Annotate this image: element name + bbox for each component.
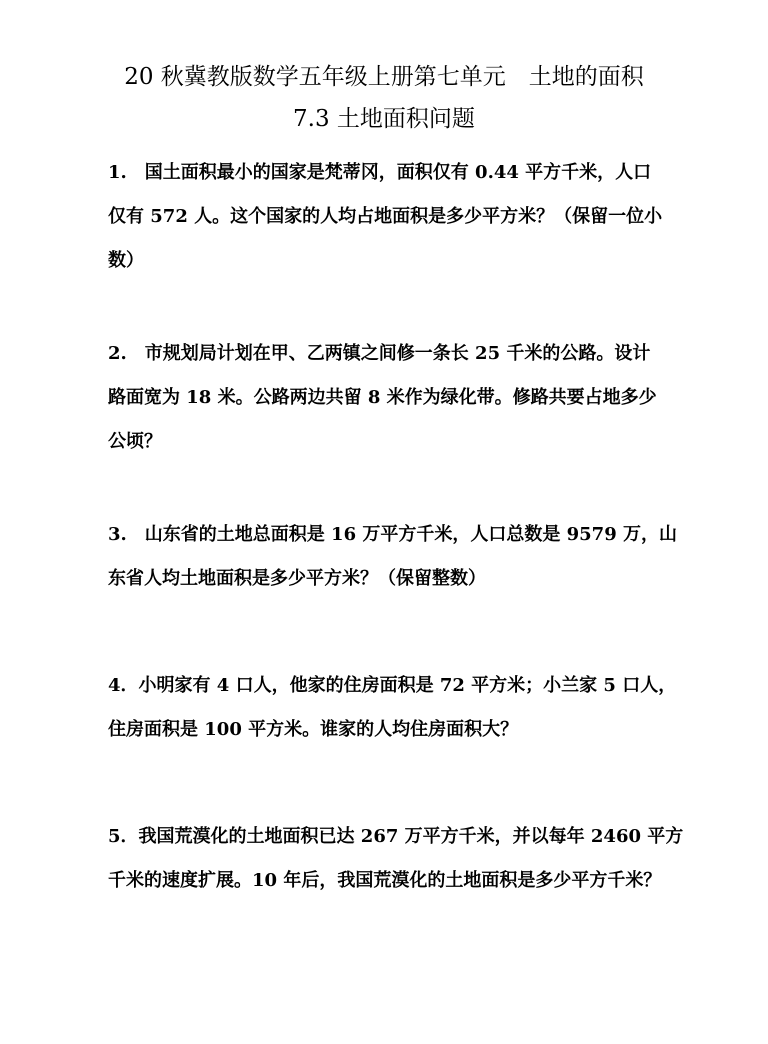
question-5-line-1: 5．我国荒漠化的土地面积已达 267 万平方千米，并以每年 2460 平方 <box>108 826 684 847</box>
question-3-line-2: 东省人均土地面积是多少平方米？（保留整数） <box>108 568 486 589</box>
question-2-line-3: 公顷？ <box>108 431 162 452</box>
question-2-line-2: 路面宽为 18 米。公路两边共留 8 米作为绿化带。修路共要占地多少 <box>108 387 657 408</box>
document-title: 20 秋冀教版数学五年级上册第七单元 土地的面积 <box>124 64 644 90</box>
question-4-line-2: 住房面积是 100 平方米。谁家的人均住房面积大？ <box>108 719 519 740</box>
question-5-line-2: 千米的速度扩展。10 年后，我国荒漠化的土地面积是多少平方千米？ <box>108 870 662 891</box>
question-1 <box>108 151 668 283</box>
question-1-line-1: 1. 国土面积最小的国家是梵蒂冈，面积仅有 0.44 平方千米，人口 <box>108 162 652 183</box>
lesson-title: 7.3 土地面积问题 <box>293 106 475 132</box>
question-4-line-1: 4．小明家有 4 口人，他家的住房面积是 72 平方米；小兰家 5 口人， <box>108 675 677 696</box>
question-4 <box>108 664 677 752</box>
question-5 <box>108 815 684 903</box>
question-1-line-2: 仅有 572 人。这个国家的人均占地面积是多少平方米？（保留一位小 <box>108 206 663 227</box>
question-2 <box>108 332 668 464</box>
question-1-line-3: 数） <box>108 250 144 271</box>
question-3 <box>108 513 678 601</box>
question-3-line-1: 3. 山东省的土地总面积是 16 万平方千米，人口总数是 9579 万，山 <box>108 524 678 545</box>
question-2-line-1: 2. 市规划局计划在甲、乙两镇之间修一条长 25 千米的公路。设计 <box>108 343 651 364</box>
